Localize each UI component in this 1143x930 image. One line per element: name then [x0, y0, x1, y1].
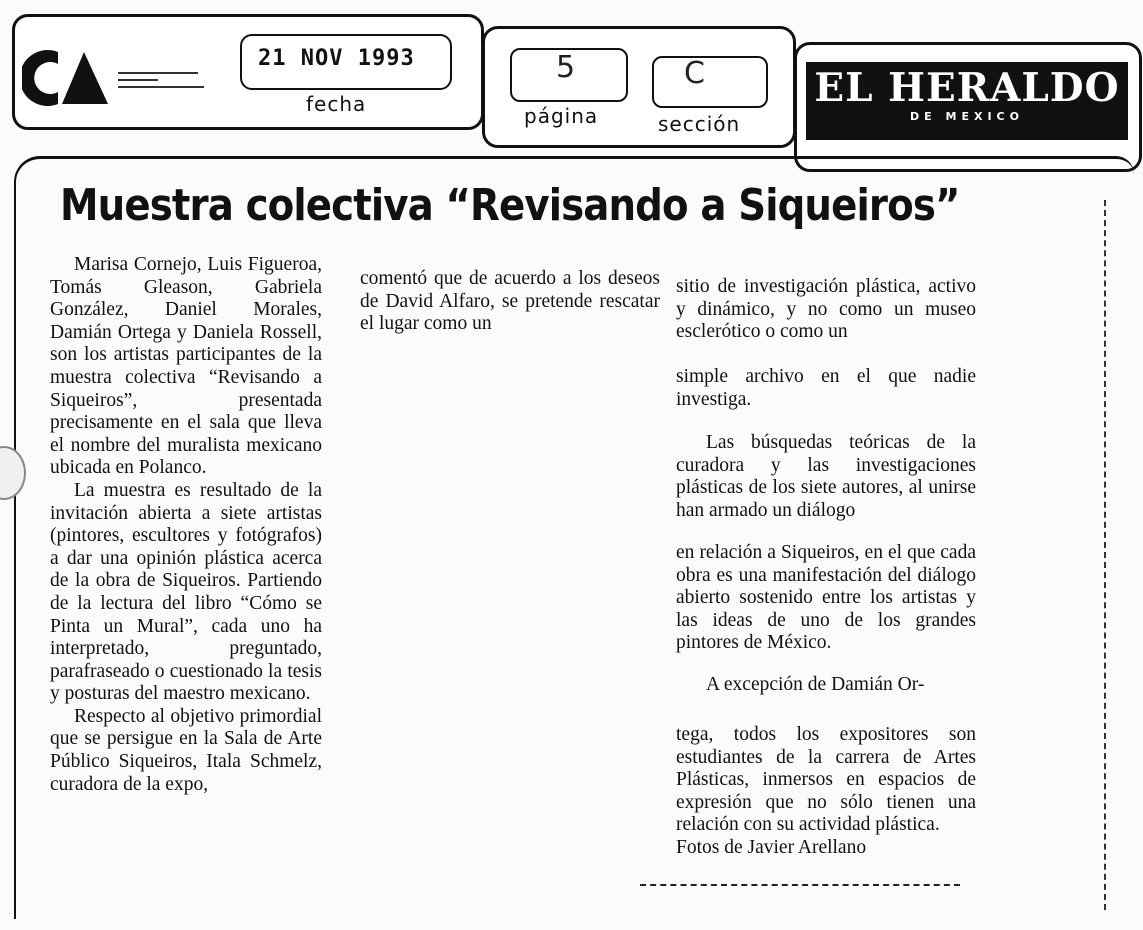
- newspaper-name: EL HERALDO: [814, 65, 1120, 111]
- paragraph: A excepción de Damián Or-: [706, 674, 925, 695]
- page-number-value: 5: [556, 50, 576, 85]
- paragraph: La muestra es resultado de la invitación abierta a siete artistas (pintores, escultores y fotógrafos) a dar una opinión plástica acerca de la obra de Siqueiros. Partiendo de la lectura del libro “Cómo se Pinta un Mural”, cada uno ha interpretado, preguntado, parafraseado o cuestionado la tesis y posturas del maestro mexicano.: [50, 479, 322, 705]
- section-value: C: [684, 56, 705, 91]
- page-label: página: [524, 104, 599, 128]
- article-column-2: [360, 268, 660, 336]
- section-box: [652, 56, 768, 108]
- date-value: 21 NOV 1993: [258, 46, 415, 71]
- ca-logo-icon: [22, 48, 110, 108]
- paragraph: sitio de investigación plástica, activo y dinámico, y no como un museo esclerótico o como un: [676, 276, 976, 343]
- paragraph: Respecto al objetivo primordial que se persigue en la Sala de Arte Público Siqueiros, Itala Schmelz, curadora de la expo,: [50, 705, 322, 795]
- article-column-3-part-5: [676, 674, 976, 697]
- paragraph: Marisa Cornejo, Luis Figueroa, Tomás Gleason, Gabriela González, Daniel Morales, Damián Ortega y Daniela Rossell, son los artistas participantes de la muestra colectiva “Revisando a Siqueiros”, presentada precisamente en el sala que lleva el nombre del muralista mexicano ubicada en Polanco.: [50, 254, 322, 479]
- section-label: sección: [658, 112, 741, 136]
- article-headline: Muestra colectiva “Revisando a Siqueiros”: [60, 180, 960, 231]
- article-column-3-part-6: [676, 724, 976, 860]
- article-column-3-part-4: [676, 542, 976, 655]
- article-end-rule: [640, 884, 960, 886]
- paragraph: comentó que de acuerdo a los deseos de David Alfaro, se pretende rescatar el lugar como un: [360, 268, 660, 335]
- paragraph: Las búsquedas teóricas de la curadora y las investigaciones plásticas de los siete autores, al unirse han armado un diálogo: [676, 432, 976, 521]
- paragraph: en relación a Siqueiros, en el que cada obra es una manifestación del diálogo abierto sostenido entre los artistas y las ideas de uno de los grandes pintores de México.: [676, 542, 976, 654]
- photo-credit: Fotos de Javier Arellano: [676, 836, 867, 858]
- paragraph: tega, todos los expositores son estudiantes de la carrera de Artes Plásticas, inmersos en espacios de expresión que no sólo tienen una relación con su actividad plástica.: [676, 724, 976, 836]
- paragraph: simple archivo en el que nadie investiga.: [676, 366, 976, 410]
- newspaper-subtitle: DE MEXICO: [910, 110, 1024, 123]
- logo-fine-print: [118, 72, 204, 93]
- newspaper-masthead: [806, 62, 1128, 140]
- article-column-3-part-3: [676, 432, 976, 522]
- date-label: fecha: [306, 92, 367, 116]
- right-edge-rule: [1104, 200, 1106, 910]
- article-column-3-part-1: [676, 276, 976, 344]
- article-column-1: [50, 254, 322, 796]
- article-column-3-part-2: [676, 366, 976, 411]
